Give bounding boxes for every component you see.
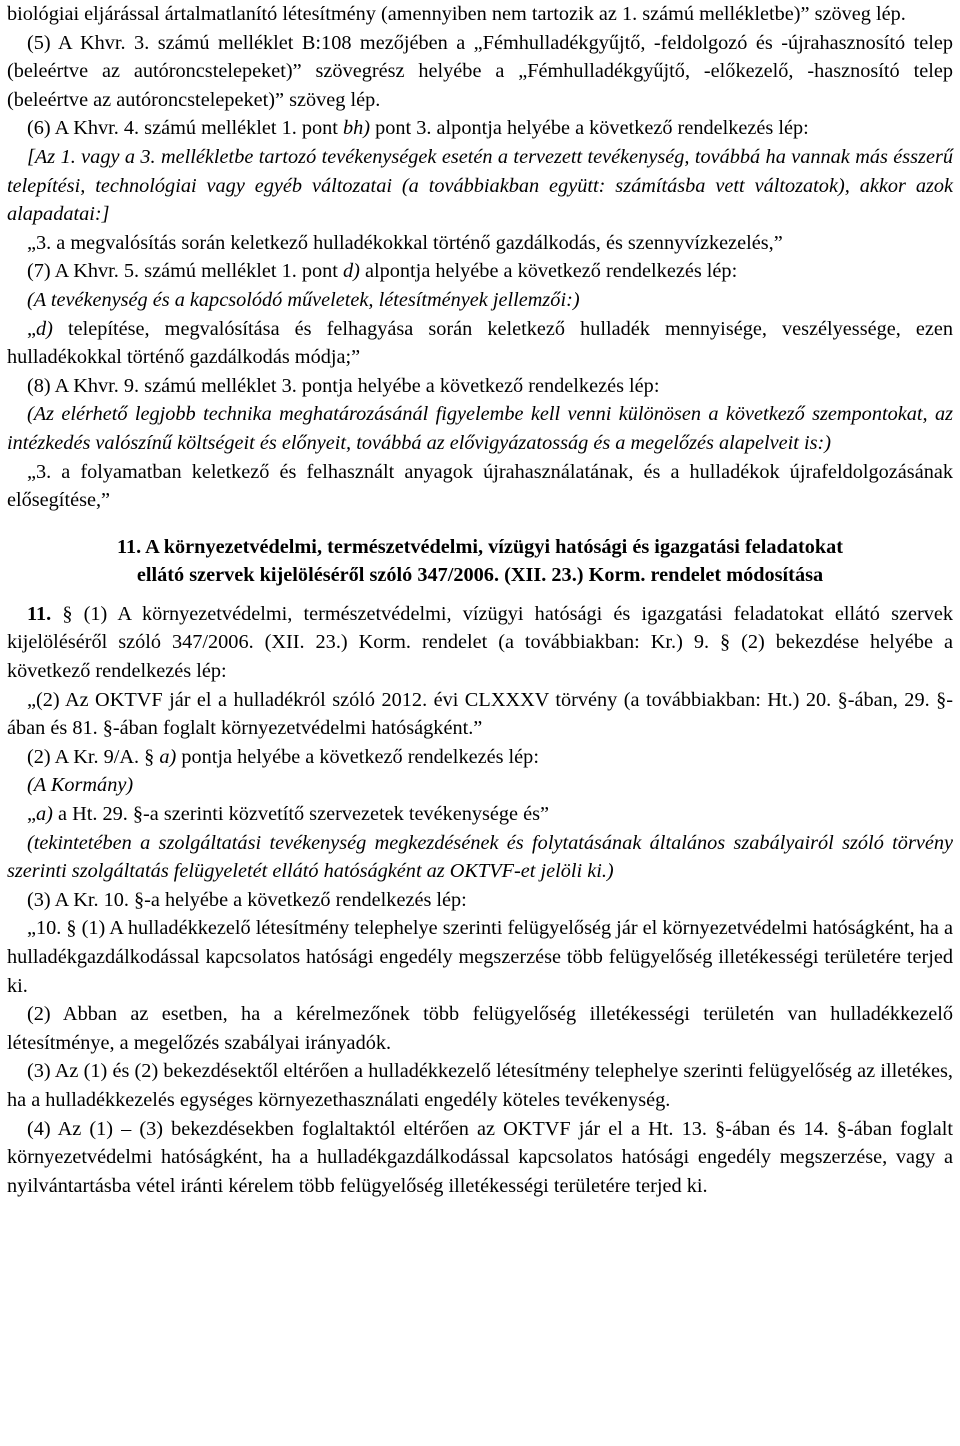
paragraph-context-italic [7, 400, 953, 457]
paragraph-text: „ [27, 317, 37, 340]
paragraph-text: pont 3. alpontja helyébe a következő rendelkezés lép: [370, 117, 809, 140]
paragraph-text: „3. a megvalósítás során keletkező hulladékokkal történő gazdálkodás, és szennyvízkezelés,” [27, 231, 783, 254]
paragraph-text: pontja helyébe a következő rendelkezés lép: [176, 745, 539, 768]
point-reference: d) [343, 260, 360, 283]
paragraph-quoted-provision [7, 800, 953, 829]
paragraph-text: (4) Az (1) – (3) bekezdésekben foglaltaktól eltérően az OKTVF jár el a Ht. 13. §-ában és 14. §-ában foglalt környezetvédelmi hatóságként, ha a hulladékgazdálkodással kapcsolatos hatósági engedély megszerzése, vagy a nyilvántartásba vétel iránti kérelem több felügyelőség illetékességi területére terjed ki. [7, 1117, 953, 1197]
paragraph-khvr-7 [7, 257, 953, 286]
paragraph-text: „ [27, 803, 37, 826]
paragraph-khvr-5 [7, 29, 953, 115]
paragraph-continuation [7, 0, 953, 29]
paragraph-text: (7) A Khvr. 5. számú melléklet 1. pont [27, 260, 344, 283]
point-reference: d) [36, 317, 53, 340]
section-number: 11. [27, 602, 52, 625]
paragraph-text: telepítése, megvalósítása és felhagyása során keletkező hulladék mennyisége, veszélyessége, ezen hulladékokkal történő gazdálkodás módja;” [7, 317, 953, 369]
paragraph-quoted-provision [7, 914, 953, 1000]
paragraph-section-11 [7, 600, 953, 686]
paragraph-context-italic [7, 829, 953, 886]
paragraph-text: biológiai eljárással ártalmatlanító létesítmény (amennyiben nem tartozik az 1. számú mellékletbe)” szöveg lép. [7, 3, 906, 25]
paragraph-text: (Az elérhető legjobb technika meghatározásánál figyelembe kell venni különösen a következő szempontokat, az intézkedés valószínű költségeit és előnyeit, továbbá az elővigyázatosság és a megelőzés alapelveit is:) [7, 403, 953, 454]
paragraph-text: „10. § (1) A hulladékkezelő létesítmény telephelye szerinti felügyelőség jár el környezetvédelmi hatóságként, ha a hulladékgazdálkodással kapcsolatos hatósági engedély megszerzése több felügyelőség illetékességi területére terjed ki. [7, 917, 953, 997]
paragraph-quoted-provision [7, 458, 953, 515]
paragraph-text: (6) A Khvr. 4. számú melléklet 1. pont [27, 117, 344, 140]
paragraph-text: „(2) Az OKTVF jár el a hulladékról szóló 2012. évi CLXXXV törvény (a továbbiakban: Ht.) 20. §-ában, 29. §-ában és 81. §-ában foglalt környezetvédelmi hatóságként.” [7, 688, 953, 740]
point-reference: a) [36, 803, 53, 826]
paragraph-quoted-provision [7, 686, 953, 743]
paragraph-text: (A Kormány) [27, 774, 134, 797]
paragraph-quoted-provision [7, 229, 953, 258]
section-heading-line: ellátó szervek kijelöléséről szóló 347/2006. (XII. 23.) Korm. rendelet módosítása [136, 564, 824, 587]
paragraph-text: (2) Abban az esetben, ha a kérelmezőnek több felügyelőség illetékességi területén van hulladékkezelő létesítménye, a megelőzés szabályai irányadók. [7, 1003, 953, 1054]
paragraph-khvr-8 [7, 372, 953, 401]
paragraph-text: (tekintetében a szolgáltatási tevékenység megkezdésének és folytatásának általános szabályairól szóló törvény szerinti szolgáltatás felügyeletét ellátó hatóságként az OKTVF-et jelöli ki.) [7, 831, 953, 883]
paragraph-text: [Az 1. vagy a 3. mellékletbe tartozó tevékenységek esetén a tervezett tevékenység, továbbá ha vannak más ésszerű telepítési, technológiai vagy egyéb változatai (a továbbiakban együtt: számításba vett változatok), akkor azok alapadatai:] [7, 145, 953, 226]
section-heading-line: 11. A környezetvédelmi, természetvédelmi, vízügyi hatósági és igazgatási feladatokat [116, 535, 844, 558]
paragraph-quoted-provision [7, 1000, 953, 1057]
paragraph-context-italic [7, 771, 953, 800]
paragraph-text: (A tevékenység és a kapcsolódó műveletek, létesítmények jellemzői:) [27, 288, 580, 311]
paragraph-text: „3. a folyamatban keletkező és felhasznált anyagok újrahasználatának, és a hulladékok újrafeldolgozásának elősegítése,” [7, 460, 953, 512]
section-heading [7, 533, 953, 590]
paragraph-kr-3 [7, 886, 953, 915]
paragraph-kr-2 [7, 743, 953, 772]
paragraph-text: alpontja helyébe a következő rendelkezés lép: [359, 260, 738, 283]
point-reference: a) [159, 745, 177, 768]
paragraph-text: (5) A Khvr. 3. számú melléklet B:108 mezőjében a „Fémhulladékgyűjtő, -feldolgozó és -újrahasznosító telep (beleértve az autóroncstelepeket)” szövegrész helyébe a „Fémhulladékgyűjtő, -előkezelő, -hasznosító telep (beleértve az autóroncstelepeket)” szöveg lép. [7, 31, 953, 111]
paragraph-text: § (1) A környezetvédelmi, természetvédelmi, vízügyi hatósági és igazgatási feladatokat ellátó szervek kijelöléséről szóló 347/2006. (XII. 23.) Korm. rendelet (a továbbiakban: Kr.) 9. § (2) bekezdése helyébe a következő rendelkezés lép: [7, 602, 953, 683]
paragraph-text: (3) A Kr. 10. §-a helyébe a következő rendelkezés lép: [27, 888, 467, 911]
paragraph-text: a Ht. 29. §-a szerinti közvetítő szervezetek tevékenysége és” [52, 803, 550, 826]
paragraph-khvr-6 [7, 114, 953, 143]
paragraph-text: (3) Az (1) és (2) bekezdésektől eltérően a hulladékkezelő létesítmény telephelye szerinti felügyelőség az illetékes, ha a hulladékkezelés egységes környezethasználati engedély köteles tevékenység. [7, 1060, 953, 1111]
paragraph-text: (2) A Kr. 9/A. § [27, 745, 160, 768]
paragraph-quoted-provision [7, 1115, 953, 1201]
paragraph-quoted-provision [7, 1057, 953, 1114]
point-reference: bh) [343, 117, 371, 140]
paragraph-quoted-provision [7, 315, 953, 372]
paragraph-context-italic [7, 143, 953, 229]
paragraph-text: (8) A Khvr. 9. számú melléklet 3. pontja helyébe a következő rendelkezés lép: [27, 374, 660, 397]
paragraph-context-italic [7, 286, 953, 315]
